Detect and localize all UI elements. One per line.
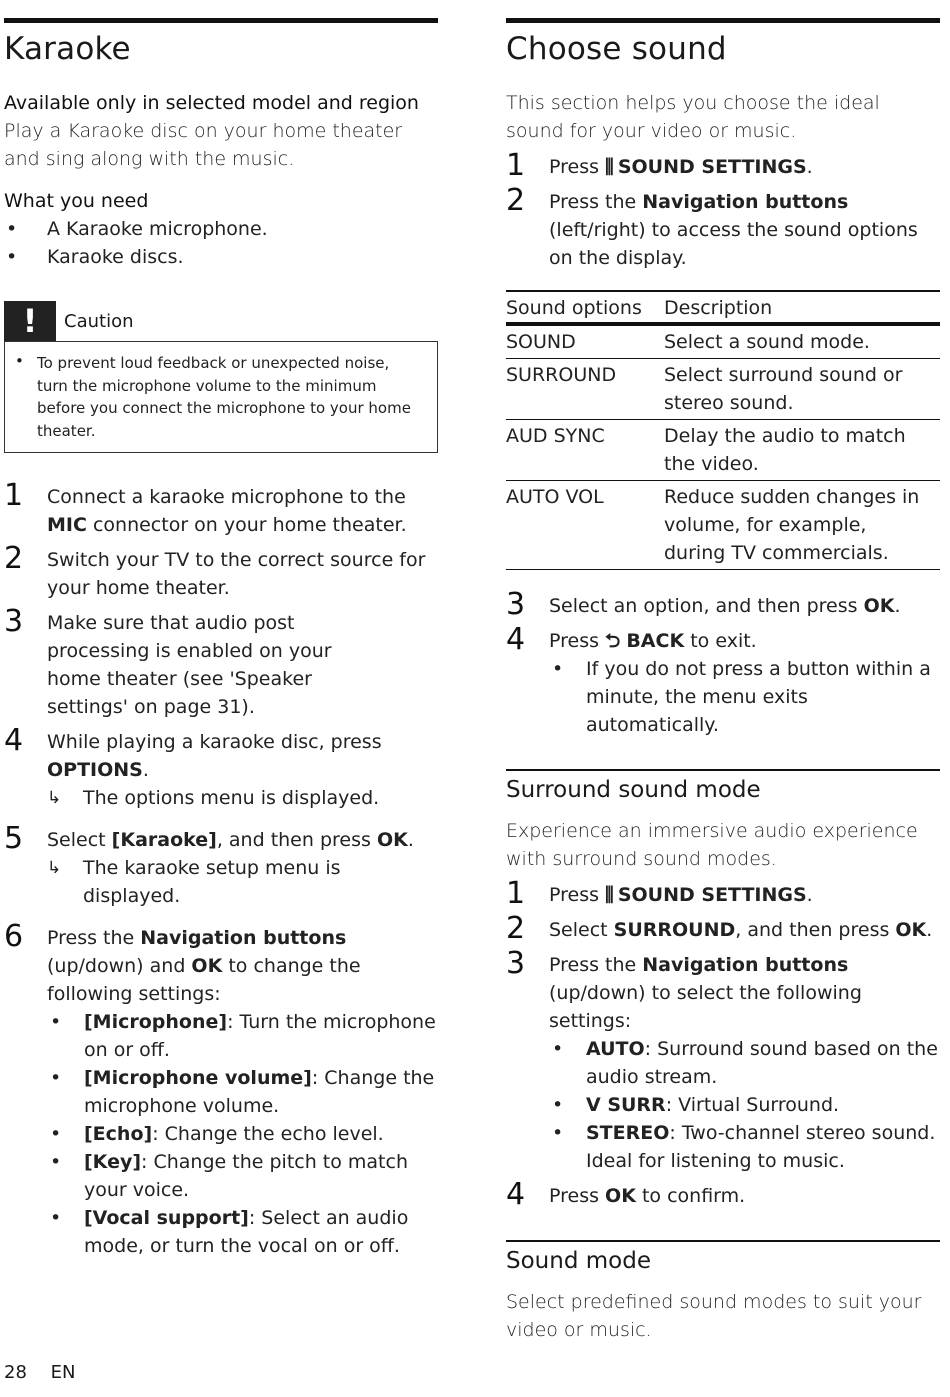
availability-note: Available only in selected model and region <box>4 92 419 114</box>
surround-step-3: 3 Press the Navigation buttons (up/down) to select the following settings: • AUTO: Surround sound based on the audio stream. • V SURR: Virtual Surround. • STEREO: Two-channel stereo sound. Ideal for listening to music. <box>506 951 940 1175</box>
surround-option: • V SURR: Virtual Surround. <box>552 1094 840 1116</box>
intro-text: Play a Karaoke disc on your home theater and sing along with the music. <box>4 120 403 170</box>
surround-option: • AUTO: Surround sound based on the audio stream. <box>552 1038 938 1088</box>
language-code: EN <box>50 1362 76 1383</box>
need-item: • A Karaoke microphone. <box>6 218 268 240</box>
choose-step-1: 1 Press ⫼ SOUND SETTINGS. <box>506 148 813 183</box>
choose-step-2: 2 Press the Navigation buttons (left/right) to access the sound options on the display. <box>506 183 918 269</box>
step-1: 1 Connect a karaoke microphone to the MIC connector on your home theater. <box>4 478 407 536</box>
need-heading: What you need <box>4 190 149 212</box>
back-icon: ⮌ <box>605 630 621 652</box>
page-footer <box>4 1360 75 1386</box>
sound-settings-icon: ⫼ <box>605 156 612 178</box>
choose-step-4: 4 Press ⮌ BACK to exit. • If you do not press a button within a minute, the menu exits automatically. <box>506 627 940 739</box>
table-row: AUTO VOL Reduce sudden changes in volume, for example, during TV commercials. <box>506 481 940 570</box>
step-4: 4 While playing a karaoke disc, press OPTIONS. ↳ The options menu is displayed. <box>4 728 438 812</box>
setting-item: • [Vocal support]: Select an audio mode, or turn the vocal on or off. <box>50 1207 409 1257</box>
step-6: 6 Press the Navigation buttons (up/down) and OK to change the following settings: • [Microphone]: Turn the microphone on or off. • [Microphone volume]: Change the microphone volume. • [Echo]: Change the echo level. • [Key]: Change the pitch to match your voice. • [Vocal support]: Select an audio mode, or turn the vocal on or off. <box>4 924 438 1260</box>
table-row: AUD SYNC Delay the audio to match the video. <box>506 420 940 481</box>
surround-option: • STEREO: Two-channel stereo sound. Ideal for listening to music. <box>552 1122 936 1172</box>
step-4-note: • If you do not press a button within a minute, the menu exits automatically. <box>552 658 931 736</box>
right-column <box>506 0 940 1344</box>
table-row: SURROUND Select surround sound or stereo sound. <box>506 359 940 420</box>
surround-intro: Experience an immersive audio experience with surround sound modes. <box>506 820 918 870</box>
title-rule <box>4 18 438 23</box>
step-4-result: ↳ The options menu is displayed. <box>47 784 438 812</box>
section-title: Choose sound <box>506 31 727 67</box>
choose-step-3: 3 Select an option, and then press OK. <box>506 587 901 622</box>
setting-item: • [Microphone]: Turn the microphone on or off. <box>50 1011 436 1061</box>
page-number: 28 <box>4 1362 27 1383</box>
soundmode-intro: Select predefined sound modes to suit your video or music. <box>506 1291 922 1341</box>
surround-step-1: 1 Press ⫼ SOUND SETTINGS. <box>506 876 813 911</box>
table-header: Description <box>664 291 940 324</box>
setting-item: • [Key]: Change the pitch to match your voice. <box>50 1151 408 1201</box>
soundmode-title: Sound mode <box>506 1248 651 1274</box>
step-5: 5 Select [Karaoke], and then press OK. ↳ The karaoke setup menu is displayed. <box>4 826 438 910</box>
step-5-result: ↳ The karaoke setup menu is displayed. <box>47 854 438 910</box>
arrow-icon: ↳ <box>47 858 62 878</box>
arrow-icon: ↳ <box>47 788 62 808</box>
caution-label: Caution <box>64 311 134 332</box>
surround-step-4: 4 Press OK to confirm. <box>506 1177 746 1212</box>
surround-step-2: 2 Select SURROUND, and then press OK. <box>506 911 933 946</box>
surround-title: Surround sound mode <box>506 777 761 803</box>
title-rule <box>506 18 940 23</box>
caution-icon: ! <box>4 301 56 341</box>
left-column <box>4 0 438 1260</box>
page-title: Karaoke <box>4 31 131 67</box>
surround-rule <box>506 769 940 771</box>
table-row: SOUND Select a sound mode. <box>506 324 940 359</box>
step-2: 2 Switch your TV to the correct source for your home theater. <box>4 541 426 599</box>
sound-settings-icon: ⫼ <box>605 884 612 906</box>
sound-options-table <box>506 290 940 570</box>
soundmode-rule <box>506 1240 940 1242</box>
caution-text: To prevent loud feedback or unexpected noise, turn the microphone volume to the minimum before you connect the microphone to your home theater. <box>37 354 411 440</box>
need-item: • Karaoke discs. <box>6 246 184 268</box>
caution-block: ! Caution • To prevent loud feedback or unexpected noise, turn the microphone volume to the minimum before you connect the microphone to your home theater. <box>4 301 438 453</box>
step-3: 3 Make sure that audio post processing is enabled on your home theater (see 'Speaker settings' on page 31). <box>4 604 332 718</box>
choose-sound-intro: This section helps you choose the ideal sound for your video or music. <box>506 92 880 142</box>
karaoke-steps <box>4 478 438 1260</box>
table-header: Sound options <box>506 291 664 324</box>
setting-item: • [Echo]: Change the echo level. <box>50 1123 384 1145</box>
setting-item: • [Microphone volume]: Change the microphone volume. <box>50 1067 435 1117</box>
